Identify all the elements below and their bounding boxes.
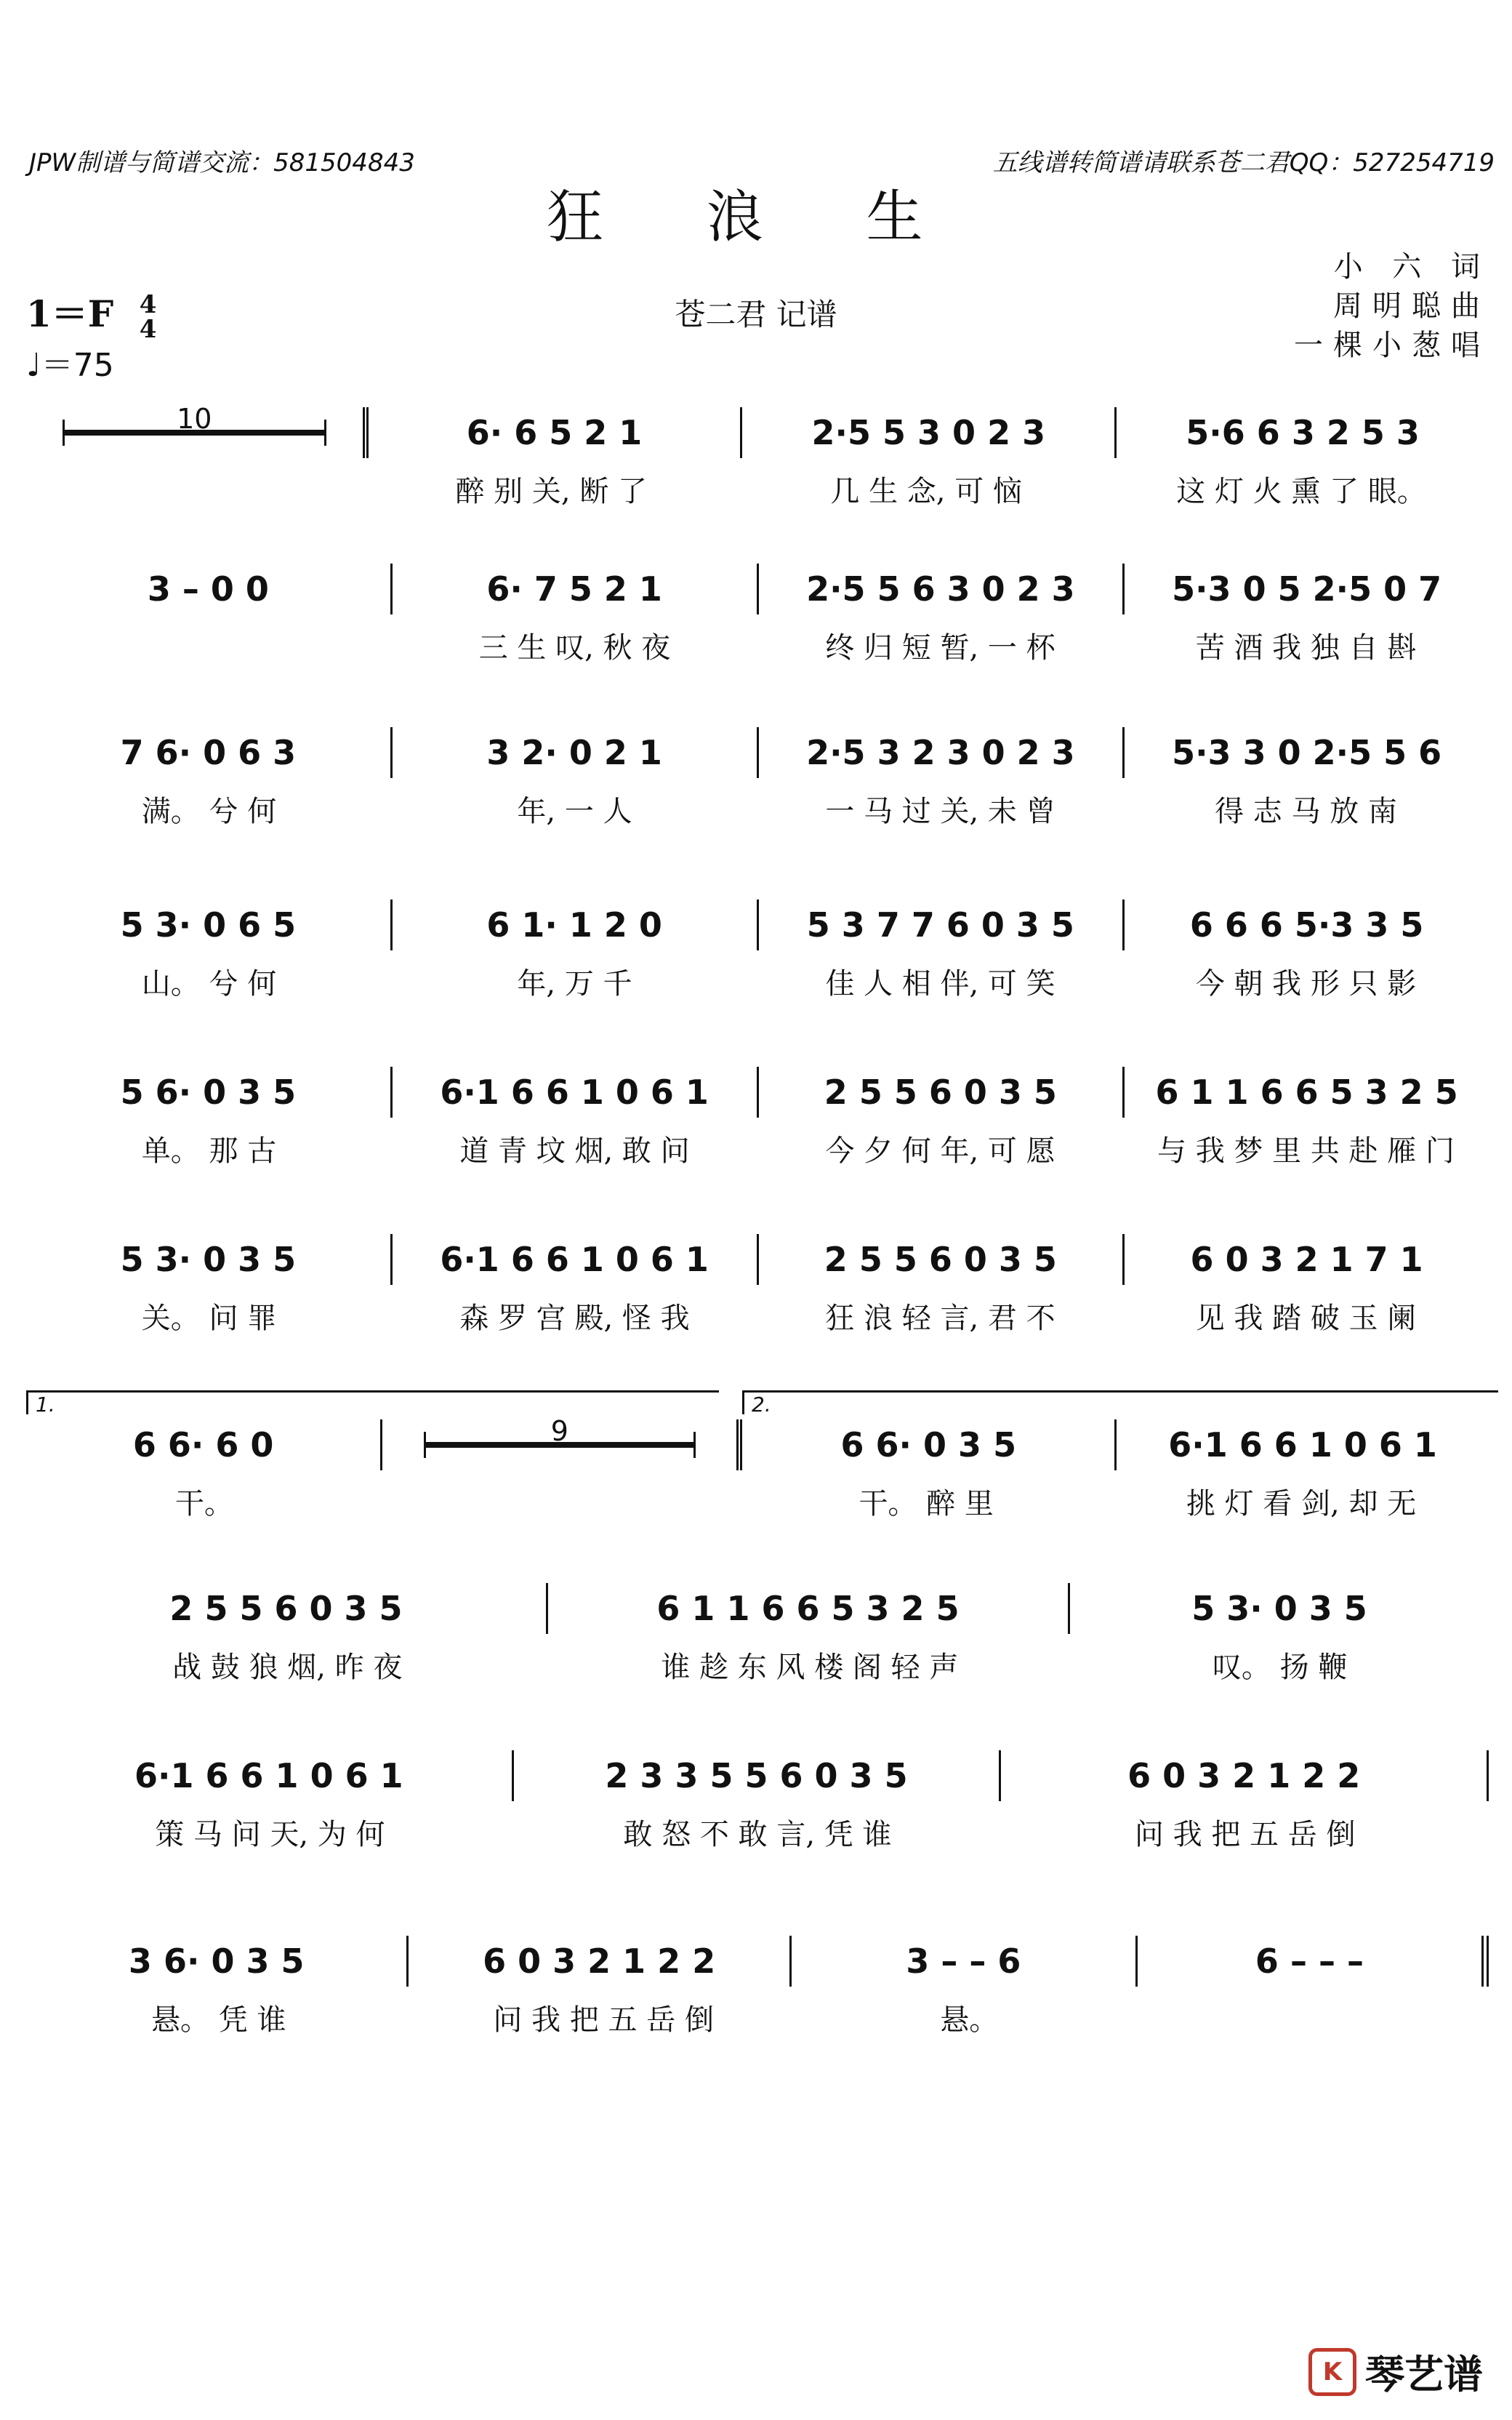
lyric-line: 今 夕 何 年, 可 愿 — [825, 1134, 1055, 1168]
measure: 7 6· 0 6 3 — [26, 727, 393, 778]
measure: 2·5 5 3 0 2 3 — [742, 407, 1117, 458]
measure: 6·1 6 6 1 0 6 1 — [1168, 1425, 1437, 1465]
volta-second-ending: 2. — [742, 1390, 1498, 1414]
lyric-line: 问 我 把 五 岳 倒 — [1134, 1818, 1356, 1851]
multi-measure-rest — [382, 1419, 742, 1470]
lyric-line: 战 鼓 狼 烟, 昨 夜 — [172, 1651, 403, 1684]
tempo-marking: ♩＝75 — [26, 347, 114, 384]
rest-count: 10 — [177, 407, 212, 435]
logo-icon: K — [1308, 2348, 1356, 2396]
lyric-line: 山。 兮 何 — [141, 967, 277, 1001]
lyric-line: 挑 灯 看 剑, 却 无 — [1186, 1487, 1417, 1520]
measure: 5 3· 0 3 5 — [26, 1234, 393, 1285]
lyric-line: 年, 万 千 — [517, 967, 632, 1001]
measure-final: 6 – – – — [1138, 1936, 1489, 1987]
song-title: 狂 浪 生 — [546, 185, 966, 250]
lyric-line: 道 青 坟 烟, 敢 问 — [459, 1134, 690, 1168]
measure: 6· 6 5 2 1 — [363, 407, 743, 458]
measure: 2 5 5 6 0 3 5 — [759, 1067, 1125, 1118]
lyric-line: 悬。 凭 谁 — [151, 2003, 286, 2037]
lyric-line: 这 灯 火 熏 了 眼。 — [1176, 475, 1426, 508]
measure: 5·3 0 5 2·5 0 7 — [1172, 569, 1442, 609]
singer-credit: 一棵小葱唱 — [1294, 329, 1490, 362]
measure: 5 3 7 7 6 0 3 5 — [759, 900, 1125, 950]
lyric-line — [1142, 1997, 1489, 2038]
lyric-line: 关。 问 罪 — [141, 1302, 277, 1335]
measure: 3 – – 6 — [792, 1936, 1138, 1987]
lyric-line: 得 志 马 放 南 — [1215, 795, 1397, 828]
lyric-line: 问 我 把 五 岳 倒 — [493, 2003, 714, 2037]
lyric-line: 狂 浪 轻 言, 君 不 — [825, 1302, 1055, 1335]
measure: 5·6 6 3 2 5 3 — [1186, 413, 1420, 452]
volta-first-ending: 1. — [26, 1390, 719, 1414]
lyric-line: 醉 别 关, 断 了 — [455, 475, 648, 508]
measure: 2·5 5 6 3 0 2 3 — [759, 564, 1125, 614]
lyric-line — [26, 625, 392, 665]
lyric-line: 叹。 扬 鞭 — [1212, 1651, 1348, 1684]
lyric-line: 谁 趁 东 风 楼 阁 轻 声 — [661, 1651, 959, 1684]
multi-measure-rest — [26, 407, 363, 458]
lyric-line: 苦 酒 我 独 自 斟 — [1195, 631, 1417, 665]
measure: 2 5 5 6 0 3 5 — [26, 1583, 548, 1634]
credits — [1294, 247, 1490, 365]
measure: 6 6 6 5·3 3 5 — [1189, 905, 1424, 945]
measure: 6 1· 1 2 0 — [393, 900, 759, 950]
measure: 3 6· 0 3 5 — [26, 1936, 409, 1987]
lyric-line: 满。 兮 何 — [141, 795, 277, 828]
lyric-line: 单。 那 古 — [141, 1134, 277, 1168]
measure: 6 0 3 2 1 7 1 — [1190, 1240, 1423, 1279]
lyric-line: 策 马 问 天, 为 何 — [155, 1818, 385, 1851]
transcriber-credit: 苍二君 记谱 — [675, 297, 837, 332]
measure: 6 6· 0 3 5 — [742, 1419, 1117, 1470]
header-right-note: 五线谱转简谱请联系苍二君QQ：527254719 — [992, 148, 1495, 177]
lyric-line: 干。 醉 里 — [858, 1487, 994, 1520]
measure: 5 3· 0 3 5 — [1191, 1589, 1367, 1628]
logo-text: 琴艺谱 — [1365, 2352, 1483, 2397]
measure: 3 2· 0 2 1 — [393, 727, 759, 778]
measure: 2 3 3 5 5 6 0 3 5 — [514, 1750, 1002, 1801]
lyric-line: 终 归 短 暂, 一 杯 — [825, 631, 1055, 665]
measure: 5·3 3 0 2·5 5 6 — [1172, 733, 1442, 772]
lyric-line: 干。 — [175, 1487, 234, 1520]
lyricist-credit: 小 六 词 — [1333, 250, 1490, 284]
measure: 5 3· 0 6 5 — [26, 900, 393, 950]
composer-credit: 周明聪曲 — [1333, 289, 1490, 323]
measure: 6 1 1 6 6 5 3 2 5 — [548, 1583, 1070, 1634]
key-label: 1＝F — [26, 292, 114, 335]
measure: 6· 7 5 2 1 — [393, 564, 759, 614]
measure: 3 – 0 0 — [26, 564, 393, 614]
lyric-line: 一 马 过 关, 未 曾 — [825, 795, 1055, 828]
measure: 5 6· 0 3 5 — [26, 1067, 393, 1118]
lyric-line: 敢 怒 不 敢 言, 凭 谁 — [623, 1818, 892, 1851]
lyric-line: 三 生 叹, 秋 夜 — [478, 631, 671, 665]
measure: 6·1 6 6 1 0 6 1 — [393, 1234, 759, 1285]
lyric-line: 悬。 — [940, 2003, 999, 2037]
header-left-note: JPW制谱与简谱交流：581504843 — [29, 148, 415, 177]
lyric-line: 与 我 梦 里 共 赴 雁 门 — [1157, 1134, 1455, 1168]
lyric-line: 森 罗 宫 殿, 怪 我 — [459, 1302, 690, 1335]
lyric-line: 几 生 念, 可 恼 — [830, 475, 1022, 508]
lyric-line: 今 朝 我 形 只 影 — [1195, 967, 1417, 1001]
lyric-line: 见 我 踏 破 玉 阑 — [1195, 1302, 1417, 1335]
measure: 2·5 3 2 3 0 2 3 — [759, 727, 1125, 778]
measure: 6 0 3 2 1 2 2 — [409, 1936, 791, 1987]
measure: 6·1 6 6 1 0 6 1 — [26, 1750, 514, 1801]
lyric-line: 佳 人 相 伴, 可 笑 — [825, 967, 1055, 1001]
measure: 2 5 5 6 0 3 5 — [759, 1234, 1125, 1285]
measure: 6·1 6 6 1 0 6 1 — [393, 1067, 759, 1118]
measure: 6 6· 6 0 — [26, 1419, 382, 1470]
lyric-line: 年, 一 人 — [517, 795, 632, 828]
time-bottom: 4 — [139, 315, 157, 344]
rest-count: 9 — [550, 1419, 568, 1447]
time-top: 4 — [139, 290, 157, 319]
site-logo — [1308, 2344, 1483, 2400]
measure: 6 1 1 6 6 5 3 2 5 — [1155, 1073, 1458, 1112]
measure: 6 0 3 2 1 2 2 — [1001, 1750, 1489, 1801]
